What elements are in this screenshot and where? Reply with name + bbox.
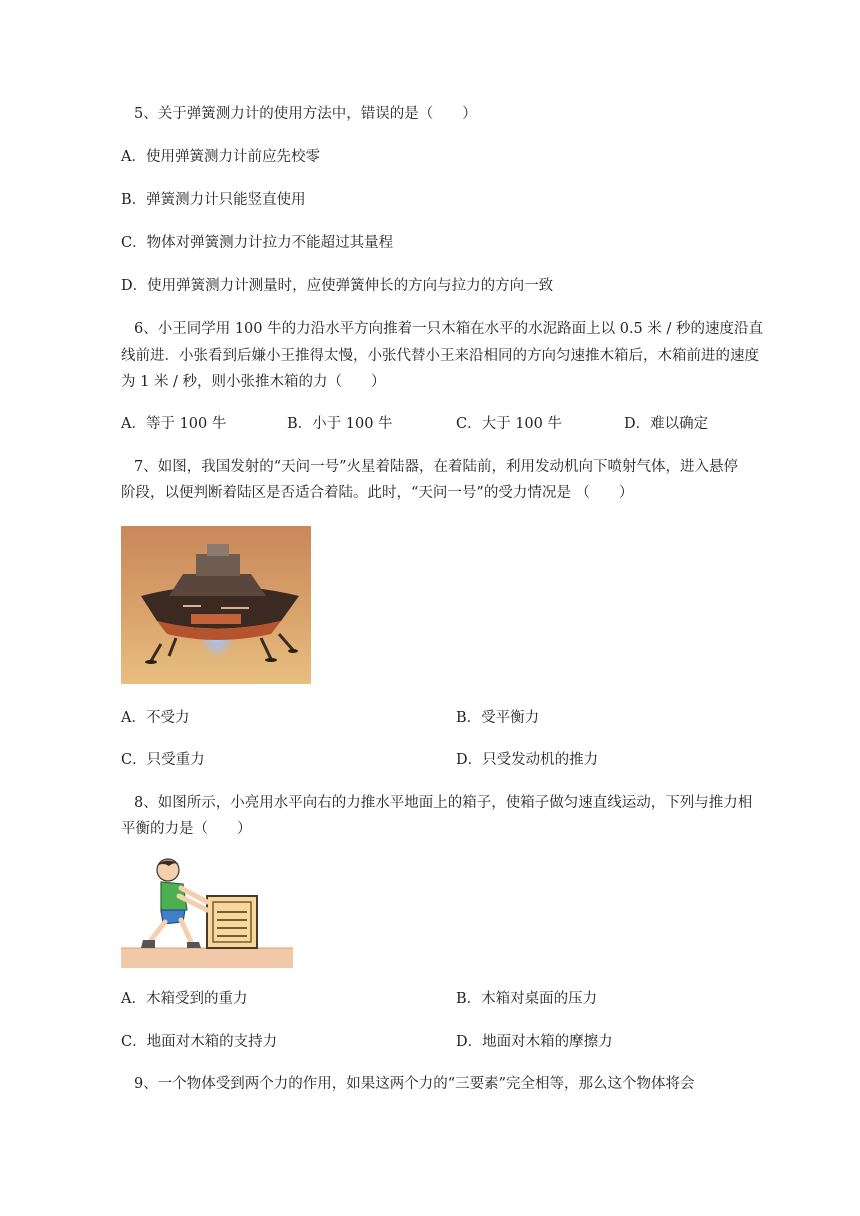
q7-stem-line-2: 阶段，以便判断着陆区是否适合着陆。此时，“天问一号”的受力情况是 （ ） bbox=[121, 485, 634, 501]
mars-lander-figure bbox=[121, 526, 311, 684]
q5-option-a: A．使用弹簧测力计前应先校零 bbox=[121, 149, 320, 165]
q7-option-d: D．只受发动机的推力 bbox=[456, 752, 599, 768]
q6-option-d: D．难以确定 bbox=[624, 416, 709, 432]
q5-stem: 5、关于弹簧测力计的使用方法中，错误的是（ ） bbox=[134, 106, 477, 122]
q6-option-b: B．小于 100 牛 bbox=[287, 416, 393, 432]
q9-stem: 9、一个物体受到两个力的作用，如果这两个力的“三要素”完全相等，那么这个物体将会 bbox=[134, 1076, 695, 1092]
q5-option-c: C．物体对弹簧测力计拉力不能超过其量程 bbox=[121, 235, 394, 251]
q6-option-c: C．大于 100 牛 bbox=[456, 416, 562, 432]
q6-stem-line-1: 6、小王同学用 100 牛的力沿水平方向推着一只木箱在水平的水泥路面上以 0.5 米 / 秒的速度沿直 bbox=[134, 321, 763, 337]
q7-stem-line-1: 7、如图，我国发射的“天问一号”火星着陆器，在着陆前，利用发动机向下喷射气体，进入悬停 bbox=[134, 459, 739, 475]
q7-option-b: B．受平衡力 bbox=[456, 710, 540, 726]
q6-stem-line-2: 线前进．小张看到后嫌小王推得太慢，小张代替小王来沿相同的方向匀速推木箱后，木箱前进的速度 bbox=[121, 348, 759, 364]
q7-option-a: A．不受力 bbox=[121, 710, 190, 726]
q8-stem-line-1: 8、如图所示，小亮用水平向右的力推水平地面上的箱子，使箱子做匀速直线运动，下列与推力相 bbox=[134, 795, 753, 811]
q6-stem-line-3: 为 1 米 / 秒，则小张推木箱的力（ ） bbox=[121, 374, 386, 390]
q6-option-a: A．等于 100 牛 bbox=[121, 416, 227, 432]
q7-option-c: C．只受重力 bbox=[121, 752, 205, 768]
q8-stem-line-2: 平衡的力是（ ） bbox=[121, 821, 252, 837]
q8-option-d: D．地面对木箱的摩擦力 bbox=[456, 1034, 613, 1050]
q8-option-a: A．木箱受到的重力 bbox=[121, 991, 248, 1007]
q8-option-b: B．木箱对桌面的压力 bbox=[456, 991, 598, 1007]
q5-option-b: B．弹簧测力计只能竖直使用 bbox=[121, 192, 306, 208]
q8-option-c: C．地面对木箱的支持力 bbox=[121, 1034, 278, 1050]
q5-option-d: D．使用弹簧测力计测量时，应使弹簧伸长的方向与拉力的方向一致 bbox=[121, 278, 554, 294]
boy-pushing-box-figure bbox=[121, 856, 293, 968]
